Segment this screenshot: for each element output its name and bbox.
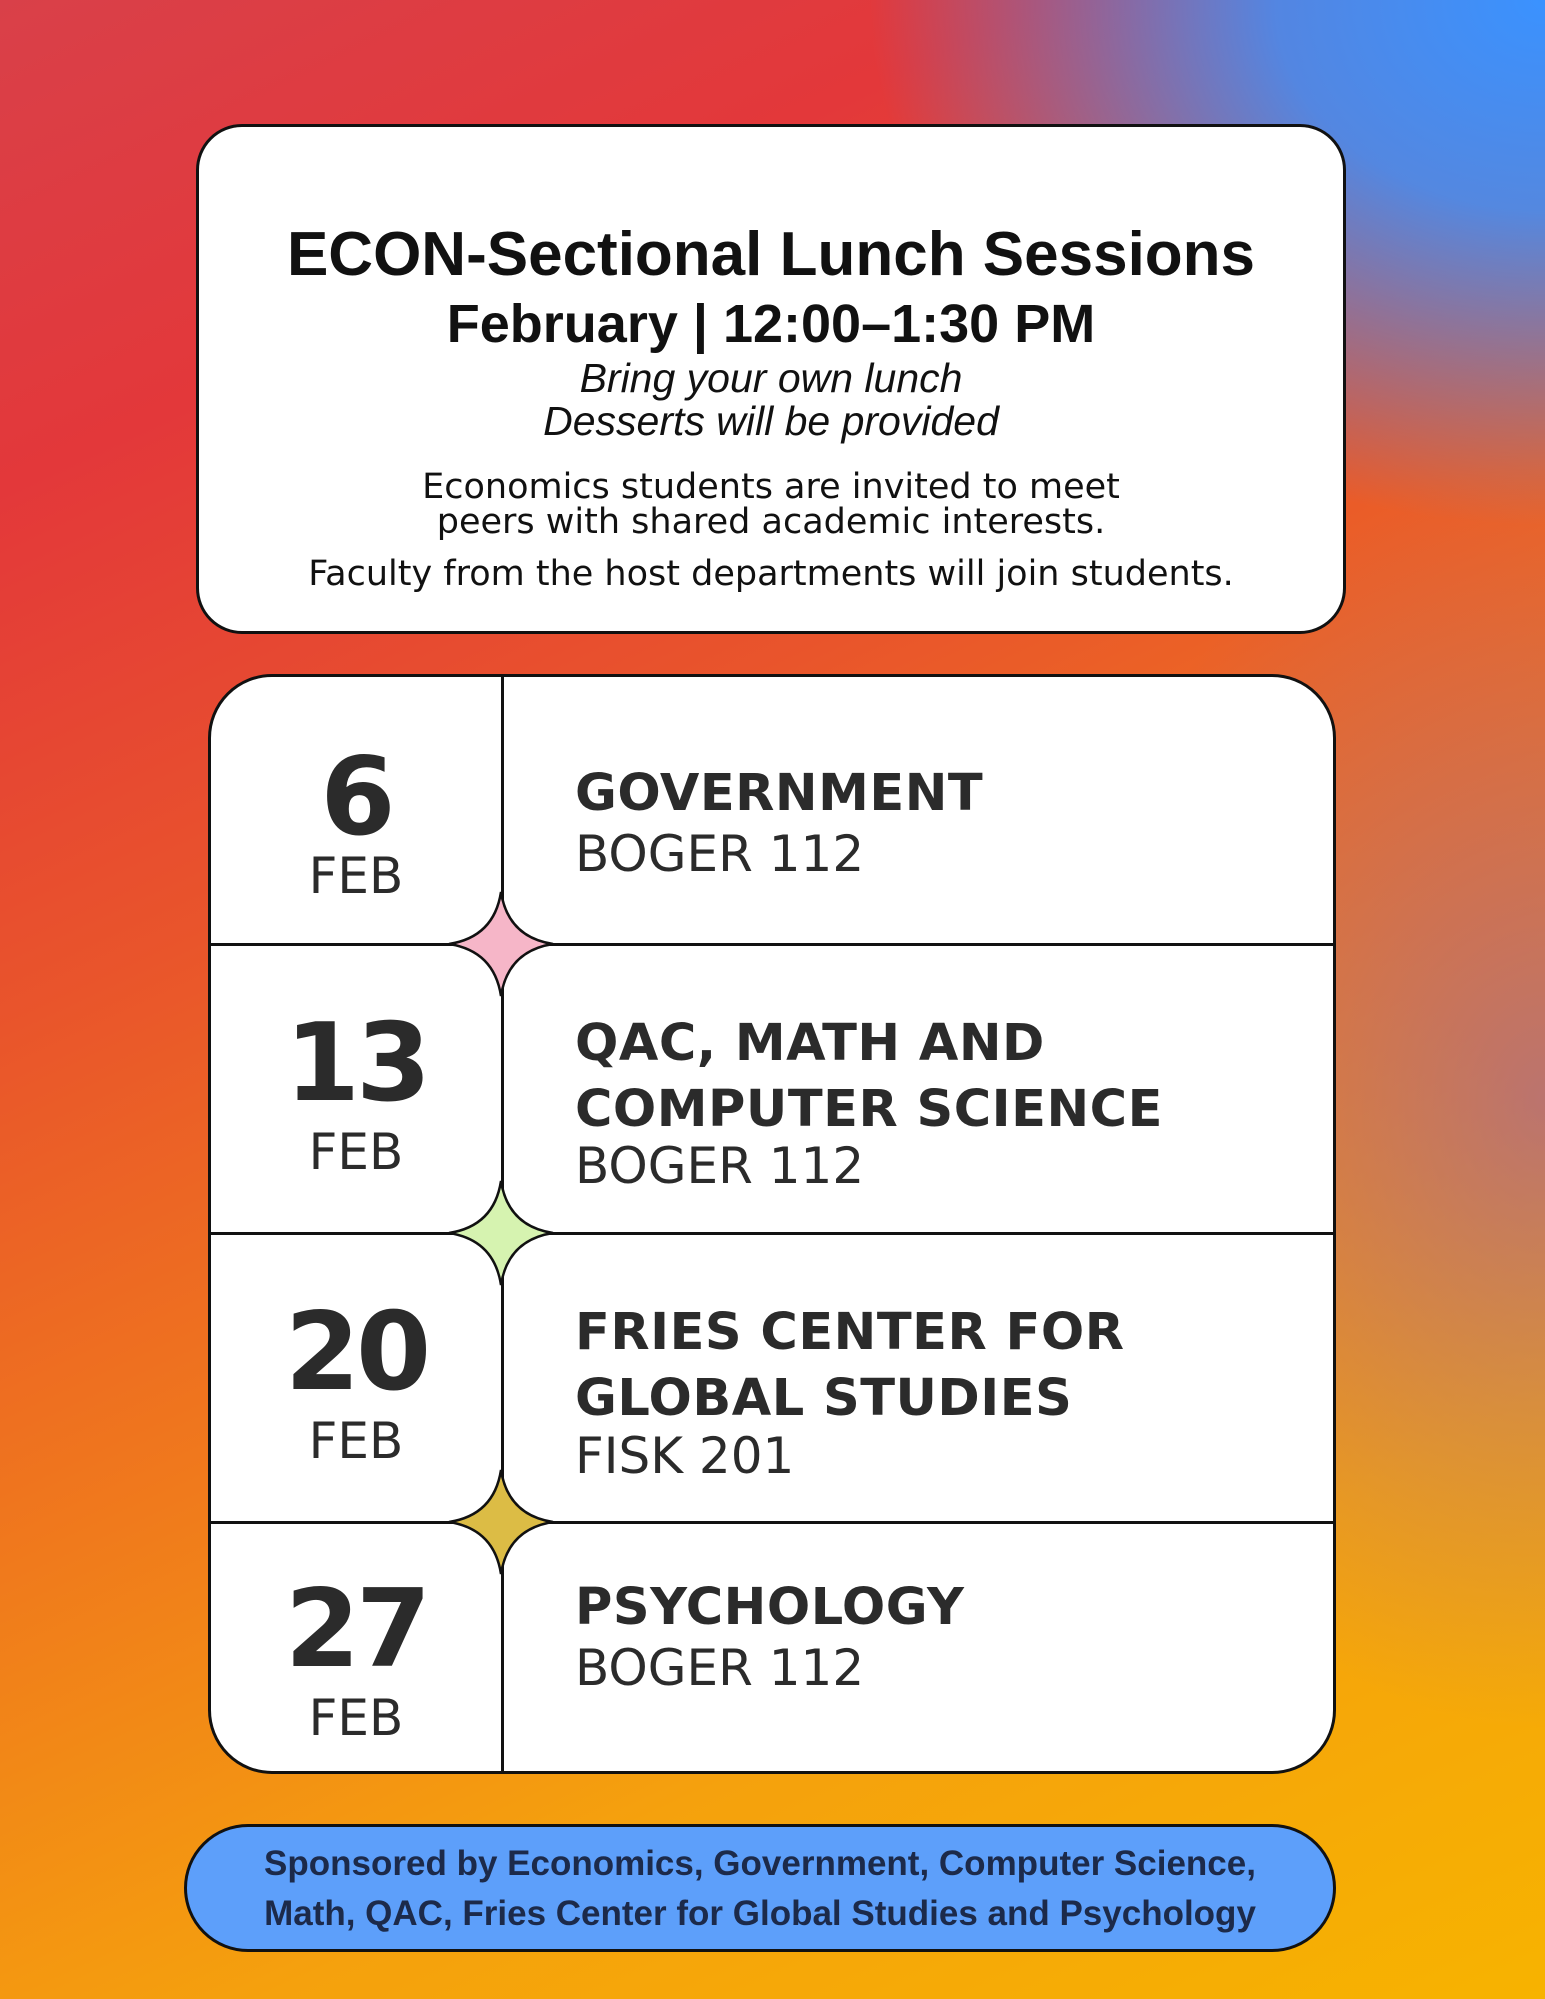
session-day-3: 20 [284, 1290, 428, 1415]
session-room-3: FISK 201 [575, 1427, 795, 1485]
sponsor-line-2: Math, QAC, Fries Center for Global Studies and Psychology [264, 1894, 1256, 1933]
session-day-1: 6 [320, 735, 392, 860]
sponsor-banner [184, 1824, 1336, 1952]
session-dept-2-line-2: COMPUTER SCIENCE [575, 1080, 1163, 1139]
page-title: ECON-Sectional Lunch Sessions [286, 220, 1256, 289]
session-room-1: BOGER 112 [575, 825, 865, 883]
row-divider [211, 943, 1333, 946]
session-day-2: 13 [284, 1001, 428, 1126]
session-dept-3-line-2: GLOBAL STUDIES [575, 1369, 1073, 1428]
session-room-2: BOGER 112 [575, 1137, 865, 1195]
header-card [196, 124, 1346, 634]
session-dept-4: PSYCHOLOGY [575, 1578, 965, 1637]
sparkle-pink-icon [446, 889, 556, 999]
dessert-note: Desserts will be provided [543, 398, 999, 444]
intro-text-line-2: peers with shared academic interests. [436, 502, 1106, 542]
session-month-2: FEB [308, 1123, 404, 1181]
session-month-3: FEB [308, 1412, 404, 1470]
date-time: February | 12:00–1:30 PM [446, 294, 1096, 354]
lunch-note: Bring your own lunch [579, 355, 963, 401]
intro-text-line-1: Economics students are invited to meet [422, 467, 1120, 507]
session-dept-1: GOVERNMENT [575, 764, 984, 823]
session-day-4: 27 [284, 1567, 428, 1692]
faculty-note: Faculty from the host departments will join students. [308, 554, 1234, 594]
row-divider [211, 1232, 1333, 1235]
sponsor-line-1: Sponsored by Economics, Government, Computer Science, [264, 1844, 1256, 1883]
session-room-4: BOGER 112 [575, 1639, 865, 1697]
session-month-1: FEB [308, 847, 404, 905]
schedule-table [208, 674, 1336, 1774]
session-dept-2: QAC, MATH AND [575, 1014, 1045, 1073]
sparkle-green-icon [446, 1178, 556, 1288]
session-dept-3: FRIES CENTER FOR [575, 1303, 1125, 1362]
row-divider [211, 1521, 1333, 1524]
session-month-4: FEB [308, 1689, 404, 1747]
sparkle-gold-icon [446, 1467, 556, 1577]
